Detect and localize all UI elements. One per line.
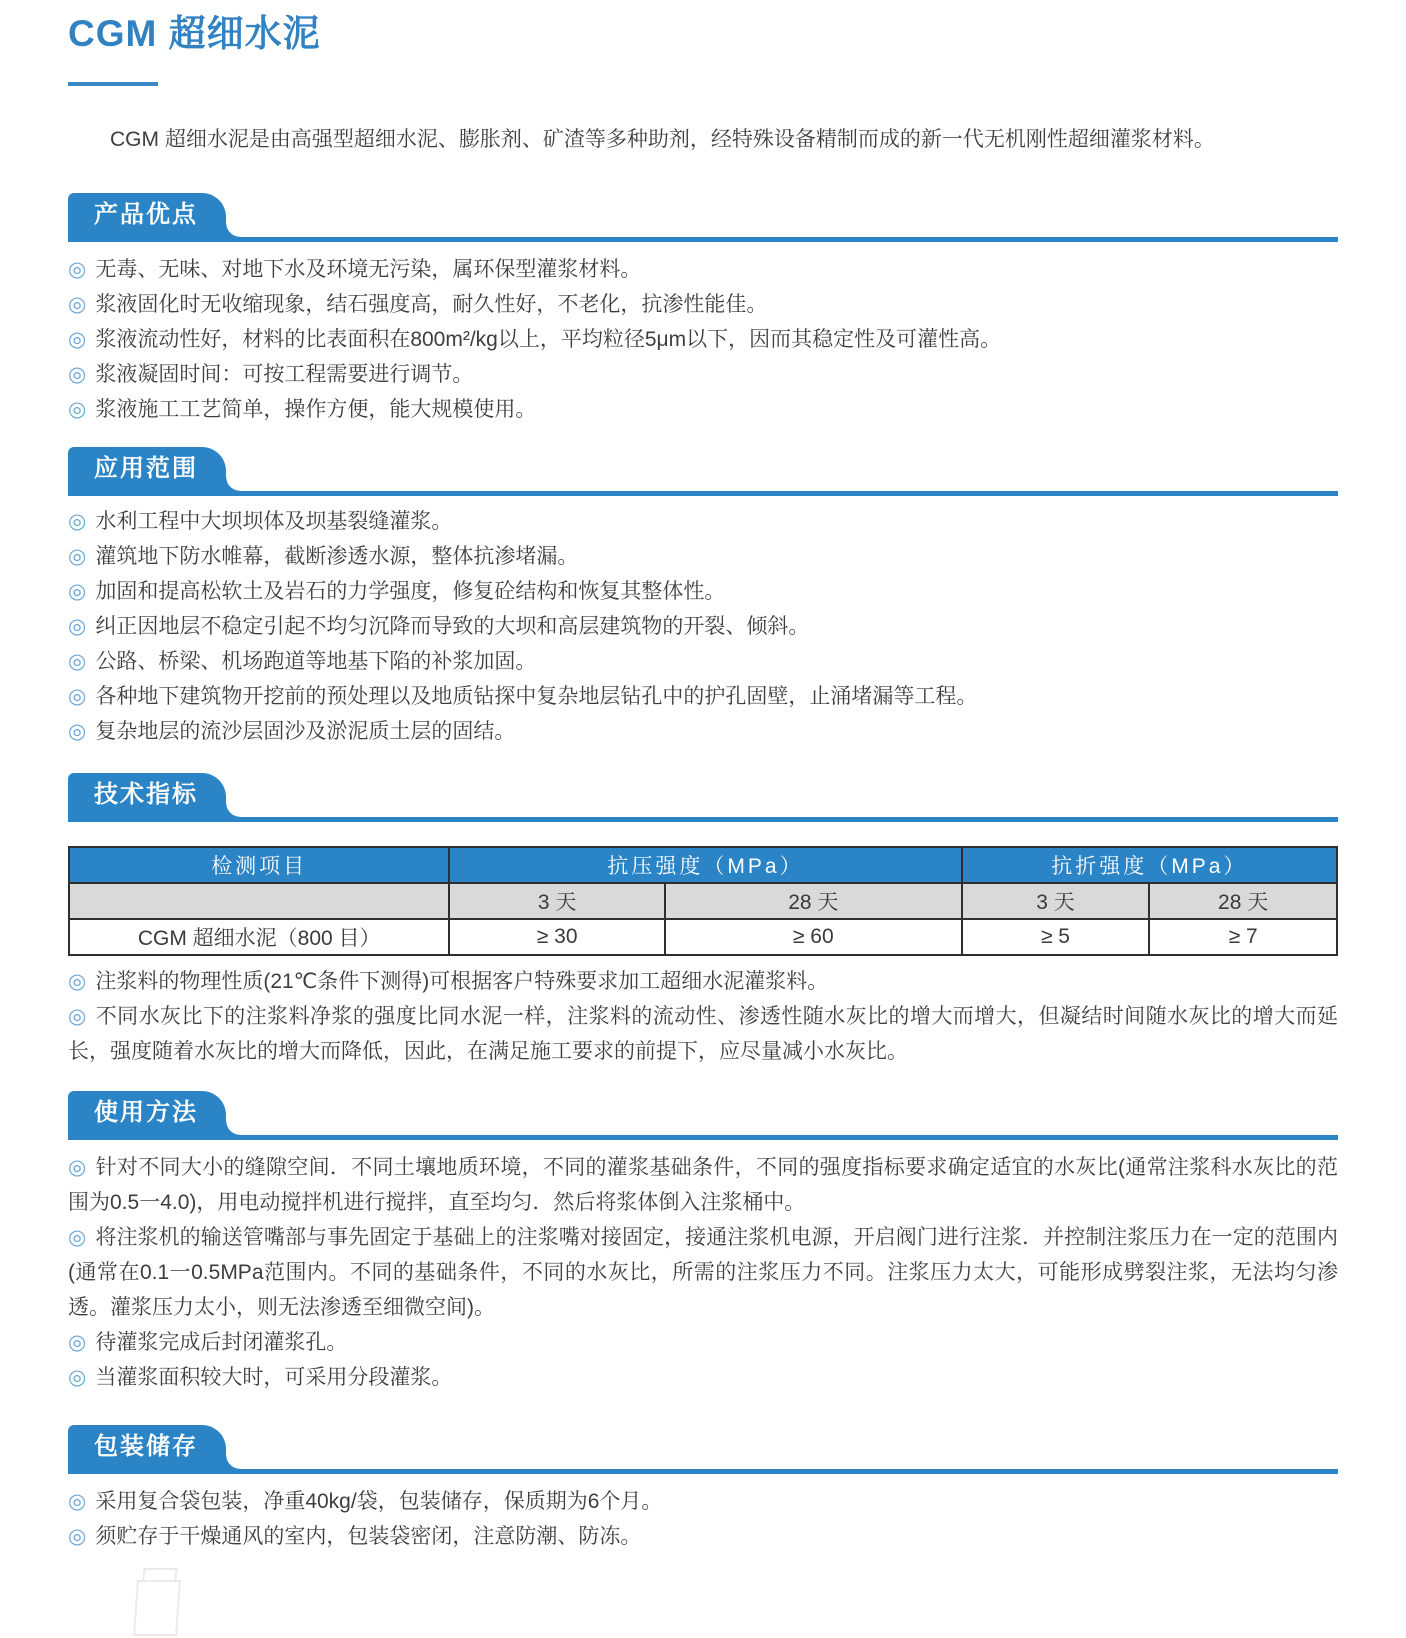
list-item — [68, 679, 1338, 714]
table-cell: 3 天 — [449, 883, 665, 919]
bullet-circle-icon: ◎ — [68, 363, 87, 386]
section-heading-text: 产品优点 — [94, 201, 198, 228]
list-item — [68, 1220, 1338, 1325]
bullet-circle-icon: ◎ — [68, 580, 87, 603]
section-heading-text: 应用范围 — [94, 455, 198, 482]
table-cell: 3 天 — [962, 883, 1150, 919]
table-cell: ≥ 7 — [1149, 919, 1337, 955]
section-heading-tab — [68, 773, 226, 817]
list-item — [68, 714, 1338, 749]
list-item — [68, 1484, 1338, 1519]
list-item-text: 水利工程中大坝坝体及坝基裂缝灌浆。 — [95, 510, 453, 533]
bullet-circle-icon: ◎ — [68, 650, 87, 673]
list-item-text: 无毒、无味、对地下水及环境无污染，属环保型灌浆材料。 — [95, 258, 642, 281]
section-product-advantages — [68, 193, 1338, 242]
packaging-list — [68, 1484, 1338, 1554]
application-list — [68, 504, 1338, 749]
watermark-product-bag-image — [135, 1568, 187, 1638]
bullet-circle-icon: ◎ — [68, 1525, 87, 1548]
bullet-circle-icon: ◎ — [68, 1331, 87, 1354]
list-item-text: 浆液凝固时间：可按工程需要进行调节。 — [95, 363, 474, 386]
list-item-text: 公路、桥梁、机场跑道等地基下陷的补浆加固。 — [95, 650, 537, 673]
section-rule — [68, 491, 1338, 496]
list-item-text: 将注浆机的输送管嘴部与事先固定于基础上的注浆嘴对接固定，接通注浆机电源，开启阀门进行注浆．并控制注浆压力在一定的范围内(通常在0.1一0.5MPa范围内。不同的基础条件，不同的水灰比，所需的注浆压力不同。注浆压力太大，可能形成劈裂注浆，无法均匀渗透。灌浆压力太小，则无法渗透至细微空间)。 — [68, 1226, 1338, 1319]
bag-body-outline — [133, 1580, 181, 1636]
usage-list — [68, 1150, 1338, 1395]
list-item — [68, 252, 1338, 287]
bullet-circle-icon: ◎ — [68, 293, 87, 316]
table-cell: ≥ 30 — [449, 919, 665, 955]
list-item-text: 当灌浆面积较大时，可采用分段灌浆。 — [95, 1366, 453, 1389]
table-row — [69, 919, 1337, 955]
intro-paragraph: CGM 超细水泥是由高强型超细水泥、膨胀剂、矿渣等多种助剂，经特殊设备精制而成的新一代无机刚性超细灌浆材料。 — [110, 128, 1215, 151]
list-item — [68, 287, 1338, 322]
bullet-circle-icon: ◎ — [68, 545, 87, 568]
table-header-cell: 抗折强度（MPa） — [962, 847, 1337, 883]
section-usage-method — [68, 1091, 1338, 1140]
list-item-text: 浆液流动性好，材料的比表面积在800m²/kg以上，平均粒径5μm以下，因而其稳定性及可灌性高。 — [95, 328, 1002, 351]
bullet-circle-icon: ◎ — [68, 1366, 87, 1389]
advantages-list — [68, 252, 1338, 427]
spec-table — [68, 846, 1338, 956]
section-heading-tab — [68, 447, 226, 491]
list-item — [68, 504, 1338, 539]
table-header-row — [69, 847, 1337, 883]
section-technical-specs — [68, 773, 1338, 822]
section-heading-tab — [68, 1091, 226, 1135]
bullet-circle-icon: ◎ — [68, 970, 87, 993]
section-heading-text: 使用方法 — [94, 1099, 198, 1126]
list-item — [68, 1325, 1338, 1360]
list-item — [68, 357, 1338, 392]
table-cell — [69, 883, 449, 919]
bullet-circle-icon: ◎ — [68, 1005, 87, 1028]
bullet-circle-icon: ◎ — [68, 510, 87, 533]
table-subheader-row — [69, 883, 1337, 919]
bullet-circle-icon: ◎ — [68, 328, 87, 351]
list-item-text: 复杂地层的流沙层固沙及淤泥质土层的固结。 — [95, 720, 516, 743]
section-application-scope — [68, 447, 1338, 496]
bullet-circle-icon: ◎ — [68, 398, 87, 421]
list-item-text: 纠正因地层不稳定引起不均匀沉降而导致的大坝和高层建筑物的开裂、倾斜。 — [95, 615, 810, 638]
list-item-text: 须贮存于干燥通风的室内，包装袋密闭，注意防潮、防冻。 — [95, 1525, 642, 1548]
list-item-text: 待灌浆完成后封闭灌浆孔。 — [95, 1331, 348, 1354]
bullet-circle-icon: ◎ — [68, 1490, 87, 1513]
list-item — [68, 1360, 1338, 1395]
list-item-text: 采用复合袋包装，净重40kg/袋，包装储存，保质期为6个月。 — [95, 1490, 663, 1513]
list-item-text: 不同水灰比下的注浆料净浆的强度比同水泥一样，注浆料的流动性、渗透性随水灰比的增大而增大，但凝结时间随水灰比的增大而延长，强度随着水灰比的增大而降低，因此，在满足施工要求的前提下，应尽量减小水灰比。 — [68, 1005, 1338, 1063]
table-header-cell: 抗压强度（MPa） — [449, 847, 961, 883]
table-cell: CGM 超细水泥（800 目） — [69, 919, 449, 955]
bullet-circle-icon: ◎ — [68, 685, 87, 708]
list-item — [68, 999, 1338, 1069]
list-item-text: 加固和提高松软土及岩石的力学强度，修复砼结构和恢复其整体性。 — [95, 580, 726, 603]
bag-top-outline — [142, 1568, 178, 1580]
list-item — [68, 1519, 1338, 1554]
bullet-circle-icon: ◎ — [68, 720, 87, 743]
list-item-text: 浆液固化时无收缩现象，结石强度高，耐久性好，不老化，抗渗性能佳。 — [95, 293, 768, 316]
bullet-circle-icon: ◎ — [68, 1156, 87, 1179]
table-cell: ≥ 60 — [665, 919, 962, 955]
section-packaging-storage — [68, 1425, 1338, 1474]
section-heading-tab — [68, 1425, 226, 1469]
section-rule — [68, 817, 1338, 822]
list-item-text: 灌筑地下防水帷幕，截断渗透水源，整体抗渗堵漏。 — [95, 545, 579, 568]
list-item — [68, 322, 1338, 357]
section-heading-text: 包装储存 — [94, 1433, 198, 1460]
title-underline — [68, 82, 158, 86]
section-heading-text: 技术指标 — [94, 781, 198, 808]
section-heading-tab — [68, 193, 226, 237]
table-cell: ≥ 5 — [962, 919, 1150, 955]
table-cell: 28 天 — [665, 883, 962, 919]
bullet-circle-icon: ◎ — [68, 615, 87, 638]
bullet-circle-icon: ◎ — [68, 258, 87, 281]
section-rule — [68, 1135, 1338, 1140]
list-item — [68, 392, 1338, 427]
list-item — [68, 964, 1338, 999]
list-item — [68, 574, 1338, 609]
list-item — [68, 539, 1338, 574]
section-rule — [68, 1469, 1338, 1474]
list-item-text: 针对不同大小的缝隙空间．不同土壤地质环境，不同的灌浆基础条件，不同的强度指标要求确定适宜的水灰比(通常注浆科水灰比的范围为0.5一4.0)，用电动搅拌机进行搅拌，直至均匀．然后将浆体倒入注浆桶中。 — [68, 1156, 1338, 1214]
section-rule — [68, 237, 1338, 242]
list-item — [68, 644, 1338, 679]
table-header-cell: 检测项目 — [69, 847, 449, 883]
list-item-text: 各种地下建筑物开挖前的预处理以及地质钻探中复杂地层钻孔中的护孔固壁，止涌堵漏等工程。 — [95, 685, 978, 708]
page-title: CGM 超细水泥 — [68, 13, 321, 54]
table-cell: 28 天 — [1149, 883, 1337, 919]
list-item-text: 注浆料的物理性质(21℃条件下测得)可根据客户特殊要求加工超细水泥灌浆料。 — [95, 970, 829, 993]
spec-notes-list — [68, 964, 1338, 1069]
bullet-circle-icon: ◎ — [68, 1226, 87, 1249]
list-item — [68, 1150, 1338, 1220]
list-item — [68, 609, 1338, 644]
list-item-text: 浆液施工工艺简单，操作方便，能大规模使用。 — [95, 398, 537, 421]
